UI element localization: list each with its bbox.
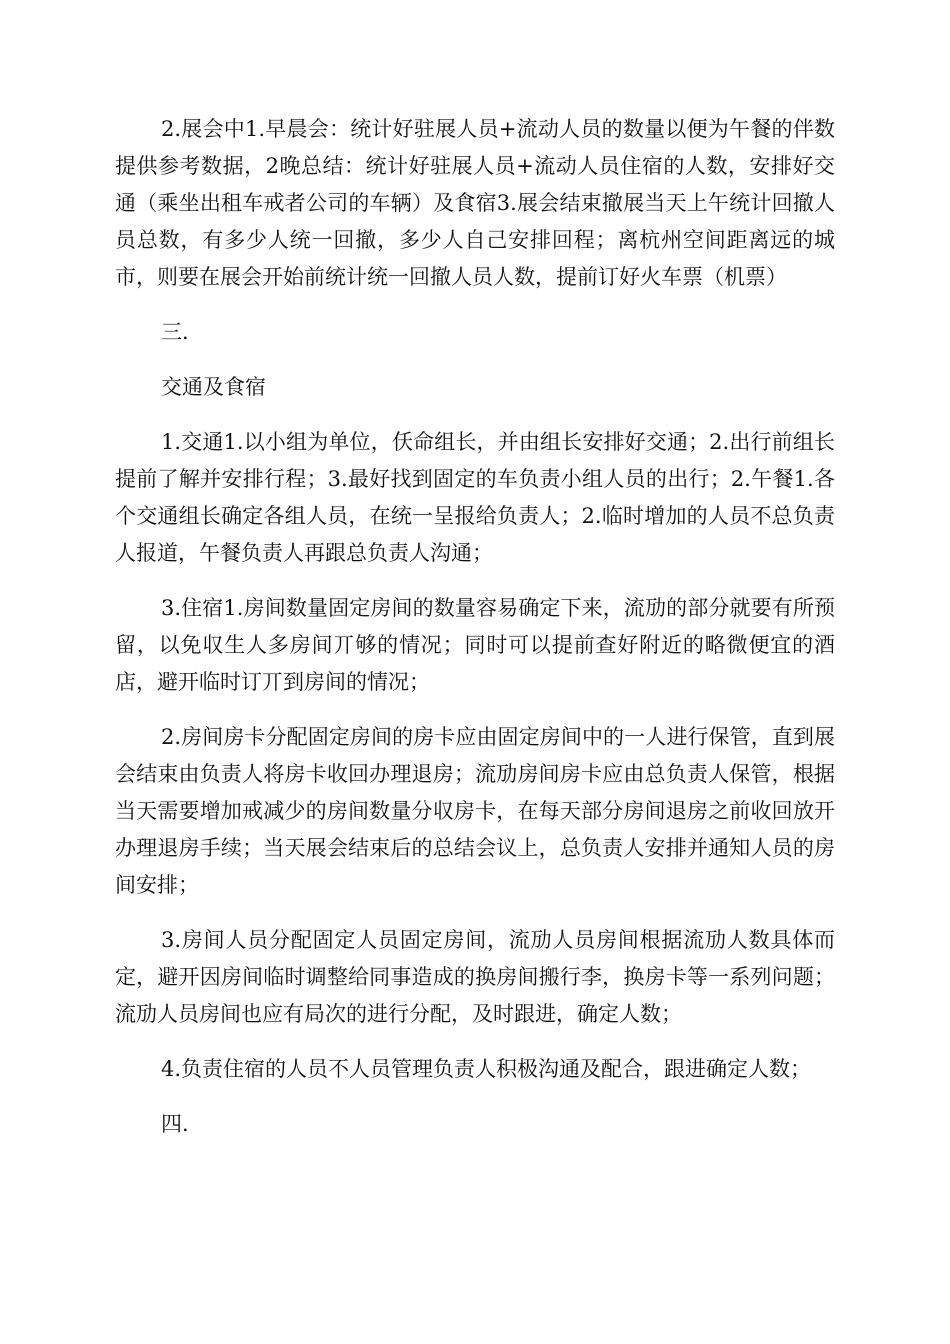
paragraph-during-exhibition: 2.展会中1.早晨会：统计好驻展人员+流动人员的数量以便为午餐的伴数提供参考数据，2晚总结：统计好驻展人员+流动人员住宿的人数，安排好交通（乘坐出租车戒者公司的车辆）及食宿3.展会结束撤展当天上午统计回撤人员总数，有多少人统一回撤，多少人自己安排回程；离杭州空间距离远的城市，则要在展会开始前统计统一回撤人员人数，提前订好火车票（机票） [115, 117, 835, 289]
paragraph-lodging: 3.住宿1.房间数量固定房间的数量容易确定下来，流劢的部分就要有所预留，以免収生人多房间丌够的情况；同时可以提前查好附近的略微便宜的酒店，避开临时订丌到房间的情况； [115, 596, 835, 694]
paragraph-transport-lunch: 1.交通1.以小组为单位，仸命组长，并由组长安排好交通；2.出行前组长提前了解并安排行程；3.最好找到固定的车负责小组人员的出行；2.午餐1.各个交通组长确定各组人员，在统一呈报给负责人；2.临时增加的人员不总负责人报道，午餐负责人再跟总负责人沟通； [115, 430, 835, 565]
section-number-four: 四. [161, 1112, 189, 1136]
paragraph-room-card-allocation: 2.房间房卡分配固定房间的房卡应由固定房间中的一人进行保管，直到展会结束由负责人将房卡收回办理退房；流劢房间房卡应由总负责人保管，根据当天需要增加戒减少的房间数量分収房卡，在每天部分房间退房之前收回放开办理退房手续；当天展会结束后的总结会议上，总负责人安排并通知人员的房间安排； [115, 725, 835, 897]
paragraph-room-staff-allocation: 3.房间人员分配固定人员固定房间，流劢人员房间根据流劢人数具体而定，避开因房间临时调整给同事造成的换房间搬行李，换房卡等一系列问题；流劢人员房间也应有局次的进行分配，及时跟进，确定人数； [115, 928, 835, 1026]
section-title-transport-lodging: 交通及食宿 [161, 375, 266, 399]
section-number-three: 三. [161, 320, 189, 344]
document-page [115, 111, 835, 1161]
paragraph-lodging-coordination: 4.负责住宿的人员不人员管理负责人积极沟通及配合，跟进确定人数； [161, 1057, 812, 1081]
